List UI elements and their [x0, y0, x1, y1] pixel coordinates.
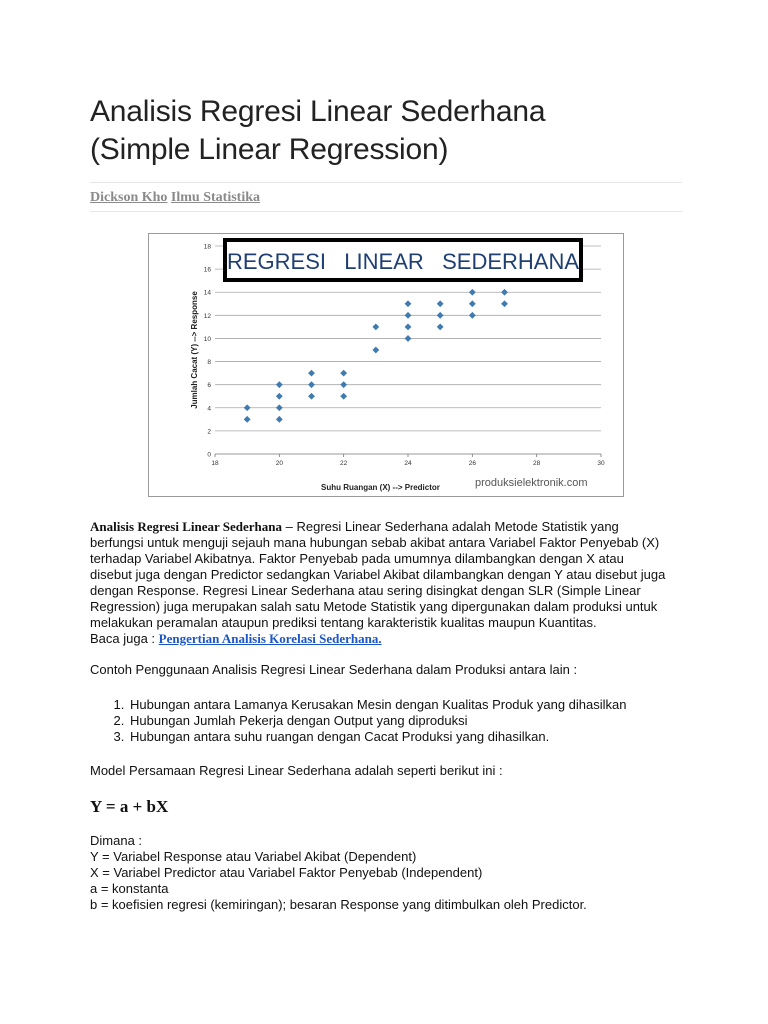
- examples-list: [90, 697, 627, 745]
- data-point: [244, 404, 251, 411]
- data-point: [276, 393, 283, 400]
- data-point: [469, 312, 476, 319]
- related-article-link[interactable]: Pengertian Analisis Korelasi Sederhana.: [158, 631, 382, 646]
- y-tick-label: 14: [203, 289, 211, 297]
- x-axis-label: Suhu Ruangan (X) --> Predictor: [321, 483, 440, 492]
- data-point: [405, 323, 412, 330]
- definition-line: X = Variabel Predictor atau Variabel Faktor Penyebab (Independent): [90, 865, 483, 880]
- data-point: [405, 335, 412, 342]
- data-point: [340, 381, 347, 388]
- y-axis-label: Jumlah Cacat (Y) --> Response: [190, 291, 199, 409]
- data-point: [308, 393, 315, 400]
- y-tick-label: 18: [203, 243, 211, 251]
- list-item: 2. Hubungan Jumlah Pekerja dengan Output yang diproduksi: [128, 713, 627, 729]
- x-tick-label: 24: [404, 460, 412, 467]
- examples-intro: Contoh Penggunaan Analisis Regresi Linear Sederhana dalam Produksi antara lain :: [90, 662, 578, 677]
- intro-paragraph: [90, 519, 682, 647]
- intro-line: terhadap Variabel Akibatnya. Faktor Penyebab pada umumnya dilambangkan dengan X atau: [90, 551, 624, 566]
- definition-line: a = konstanta: [90, 881, 169, 896]
- intro-term: Analisis Regresi Linear Sederhana: [90, 519, 283, 534]
- y-tick-label: 12: [203, 312, 211, 320]
- x-tick-label: 20: [275, 460, 283, 467]
- intro-line: – Regresi Linear Sederhana adalah Metode Statistik yang: [282, 519, 619, 534]
- list-item: 3. Hubungan antara suhu ruangan dengan Cacat Produksi yang dihasilkan.: [128, 729, 627, 745]
- y-tick-label: 8: [207, 359, 211, 367]
- scatter-plot: [149, 234, 623, 496]
- data-point: [308, 370, 315, 377]
- chart-title: REGRESI LINEAR SEDERHANA: [226, 249, 580, 274]
- data-point: [276, 404, 283, 411]
- data-point: [340, 370, 347, 377]
- definition-line: Dimana :: [90, 833, 143, 848]
- data-point: [405, 300, 412, 307]
- definitions: [90, 833, 587, 913]
- y-tick-label: 0: [207, 451, 211, 459]
- data-point: [469, 289, 476, 296]
- data-point: [244, 416, 251, 423]
- baca-juga-label: Baca juga :: [90, 631, 159, 646]
- x-tick-label: 30: [597, 460, 605, 467]
- intro-line: berfungsi untuk menguji sejauh mana hubungan sebab akibat antara Variabel Faktor Penyebab (X): [90, 535, 660, 550]
- y-tick-label: 6: [207, 382, 211, 390]
- data-point: [372, 323, 379, 330]
- data-point: [437, 300, 444, 307]
- y-tick-label: 2: [207, 428, 211, 436]
- title-line-1: Analisis Regresi Linear Sederhana: [90, 95, 546, 128]
- divider-bottom: [90, 211, 682, 212]
- data-point: [501, 300, 508, 307]
- y-tick-label: 4: [207, 405, 211, 413]
- title-line-2: (Simple Linear Regression): [90, 133, 449, 166]
- regression-chart: [148, 233, 624, 497]
- data-point: [276, 416, 283, 423]
- category-link[interactable]: Ilmu Statistika: [170, 190, 260, 205]
- intro-line: dengan Response. Regresi Linear Sederhana atau sering disingkat dengan SLR (Simple Linear: [90, 583, 641, 598]
- x-tick-label: 18: [211, 460, 219, 467]
- data-point: [469, 300, 476, 307]
- intro-line: Regression) juga merupakan salah satu Metode Statistik yang dipergunakan dalam produksi untuk: [90, 599, 658, 614]
- model-intro: Model Persamaan Regresi Linear Sederhana adalah seperti berikut ini :: [90, 763, 503, 778]
- x-tick-label: 22: [340, 460, 348, 467]
- y-tick-label: 16: [203, 266, 211, 274]
- data-point: [405, 312, 412, 319]
- data-point: [308, 381, 315, 388]
- author-link[interactable]: Dickson Kho: [90, 190, 168, 205]
- intro-line: melakukan peramalan ataupun prediksi tentang karakteristik kualitas maupun Kuantitas.: [90, 615, 597, 630]
- regression-formula: Y = a + bX: [90, 797, 169, 816]
- y-tick-label: 10: [203, 335, 211, 343]
- definition-line: Y = Variabel Response atau Variabel Akibat (Dependent): [90, 849, 417, 864]
- data-point: [437, 312, 444, 319]
- data-point: [276, 381, 283, 388]
- x-tick-label: 28: [533, 460, 541, 467]
- intro-line: disebut juga dengan Predictor sedangkan Variabel Akibat dilambangkan dengan Y atau disebut juga: [90, 567, 666, 582]
- list-item: 1. Hubungan antara Lamanya Kerusakan Mesin dengan Kualitas Produk yang dihasilkan: [128, 697, 627, 713]
- data-point: [372, 347, 379, 354]
- data-point: [437, 323, 444, 330]
- x-tick-label: 26: [468, 460, 476, 467]
- data-point: [501, 289, 508, 296]
- watermark: produksielektronik.com: [475, 477, 588, 489]
- article-meta: [90, 190, 260, 206]
- page-title: [90, 93, 682, 169]
- divider-top: [90, 182, 682, 183]
- definition-line: b = koefisien regresi (kemiringan); besaran Response yang ditimbulkan oleh Predictor.: [90, 897, 587, 912]
- data-point: [340, 393, 347, 400]
